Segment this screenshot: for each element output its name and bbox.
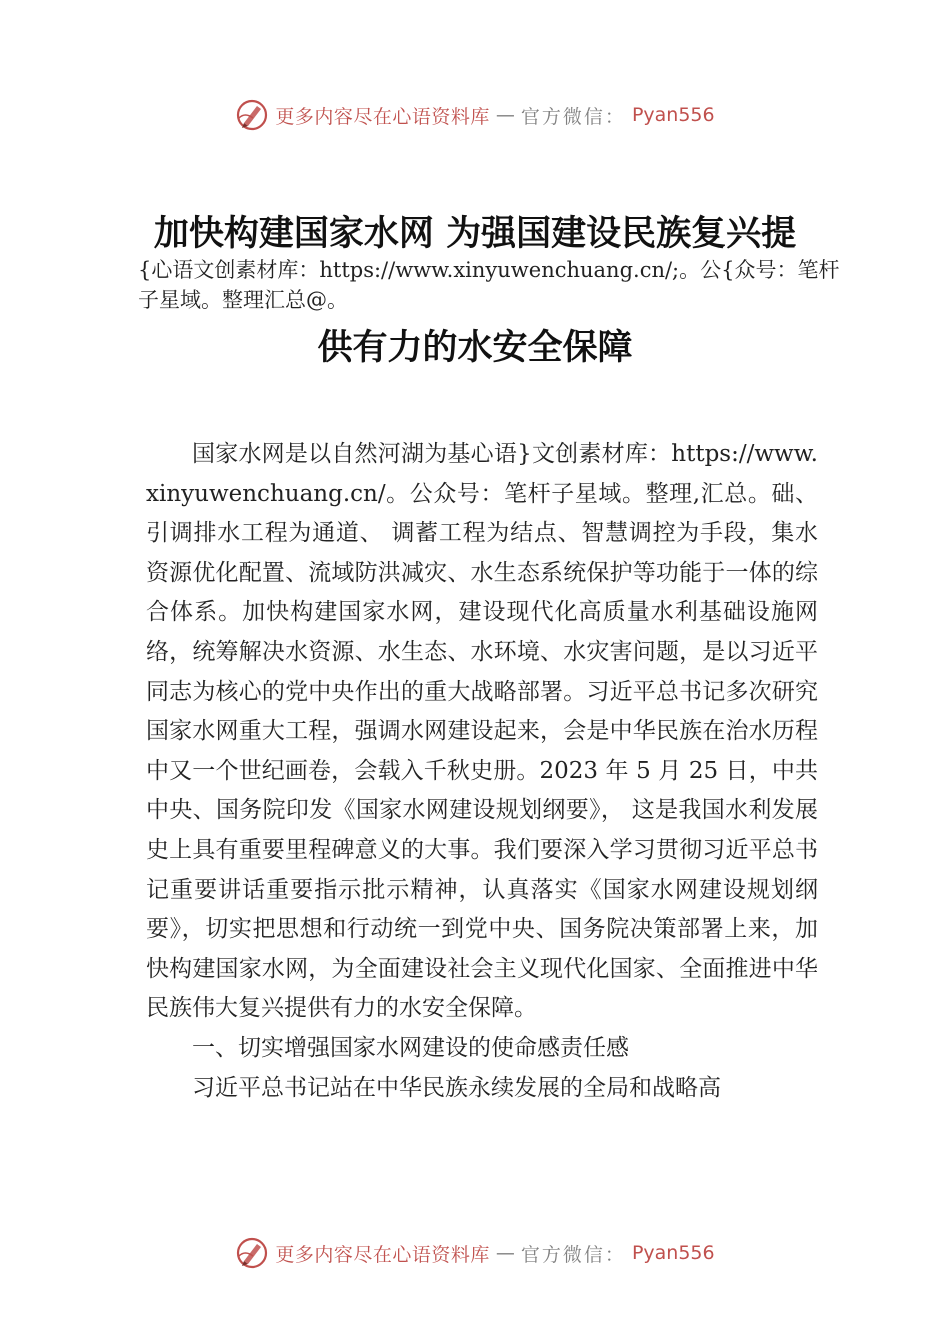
footer-banner [0,1233,950,1273]
pen-logo-icon [235,1236,269,1270]
banner-site-text: 更多内容尽在心语资料库 [275,105,490,128]
banner-wechat-id: Pyan556 [631,104,715,126]
body-paragraph: 国家水网是以自然河湖为基心语}文创素材库：https://www.xinyuwenchuang.cn/。公众号：笔杆子星域。整理,汇总。础、引调排水工程为通道、 调蓄工程为结点、智慧调控为手段，集水资源优化配置、流域防洪减灾、水生态系统保护等功能于一体的综合体系。加快构建国家水网，建设现代化高质量水利基础设施网络，统筹解决水资源、水生态、水环境、水灾害问题，是以习近平同志为核心的党中央作出的重大战略部署。习近平总书记多次研究国家水网重大工程，强调水网建设起来，会是中华民族在治水历程中又一个世纪画卷，会载入千秋史册。2023 年 5 月 25 日，中共中央、国务院印发《国家水网建设规划纲要》， 这是我国水利发展史上具有重要里程碑意义的大事。我们要深入学习贯彻习近平总书记重要讲话重要指示批示精神，认真落实《国家水网建设规划纲要》，切实把思想和行动统一到党中央、国务院决策部署上来，加快构建国家水网，为全面建设社会主义现代化国家、全面推进中华民族伟大复兴提供有力的水安全保障。 [146,441,818,1022]
page-title-line-2: 供有力的水安全保障 [317,327,633,368]
watermark-text: {心语文创素材库：https://www.xinyuwenchuang.cn/;。公{众号：笔杆子星域。整理汇总@。 [138,258,840,312]
banner-wechat-label: 官方微信： [520,1243,626,1266]
document-body [146,435,818,1108]
banner-dash: — [495,104,515,126]
banner-dash: — [495,1242,515,1264]
body-paragraph: 习近平总书记站在中华民族永续发展的全局和战略高 [192,1074,721,1101]
pen-logo-icon [235,98,269,132]
banner-wechat-id: Pyan556 [631,1242,715,1264]
section-heading: 一、切实增强国家水网建设的使命感责任感 [192,1034,629,1061]
banner-site-text: 更多内容尽在心语资料库 [275,1243,490,1266]
header-banner [0,95,950,135]
page-title-line-1: 加快构建国家水网 为强国建设民族复兴提 [153,213,797,254]
banner-wechat-label: 官方微信： [520,105,626,128]
